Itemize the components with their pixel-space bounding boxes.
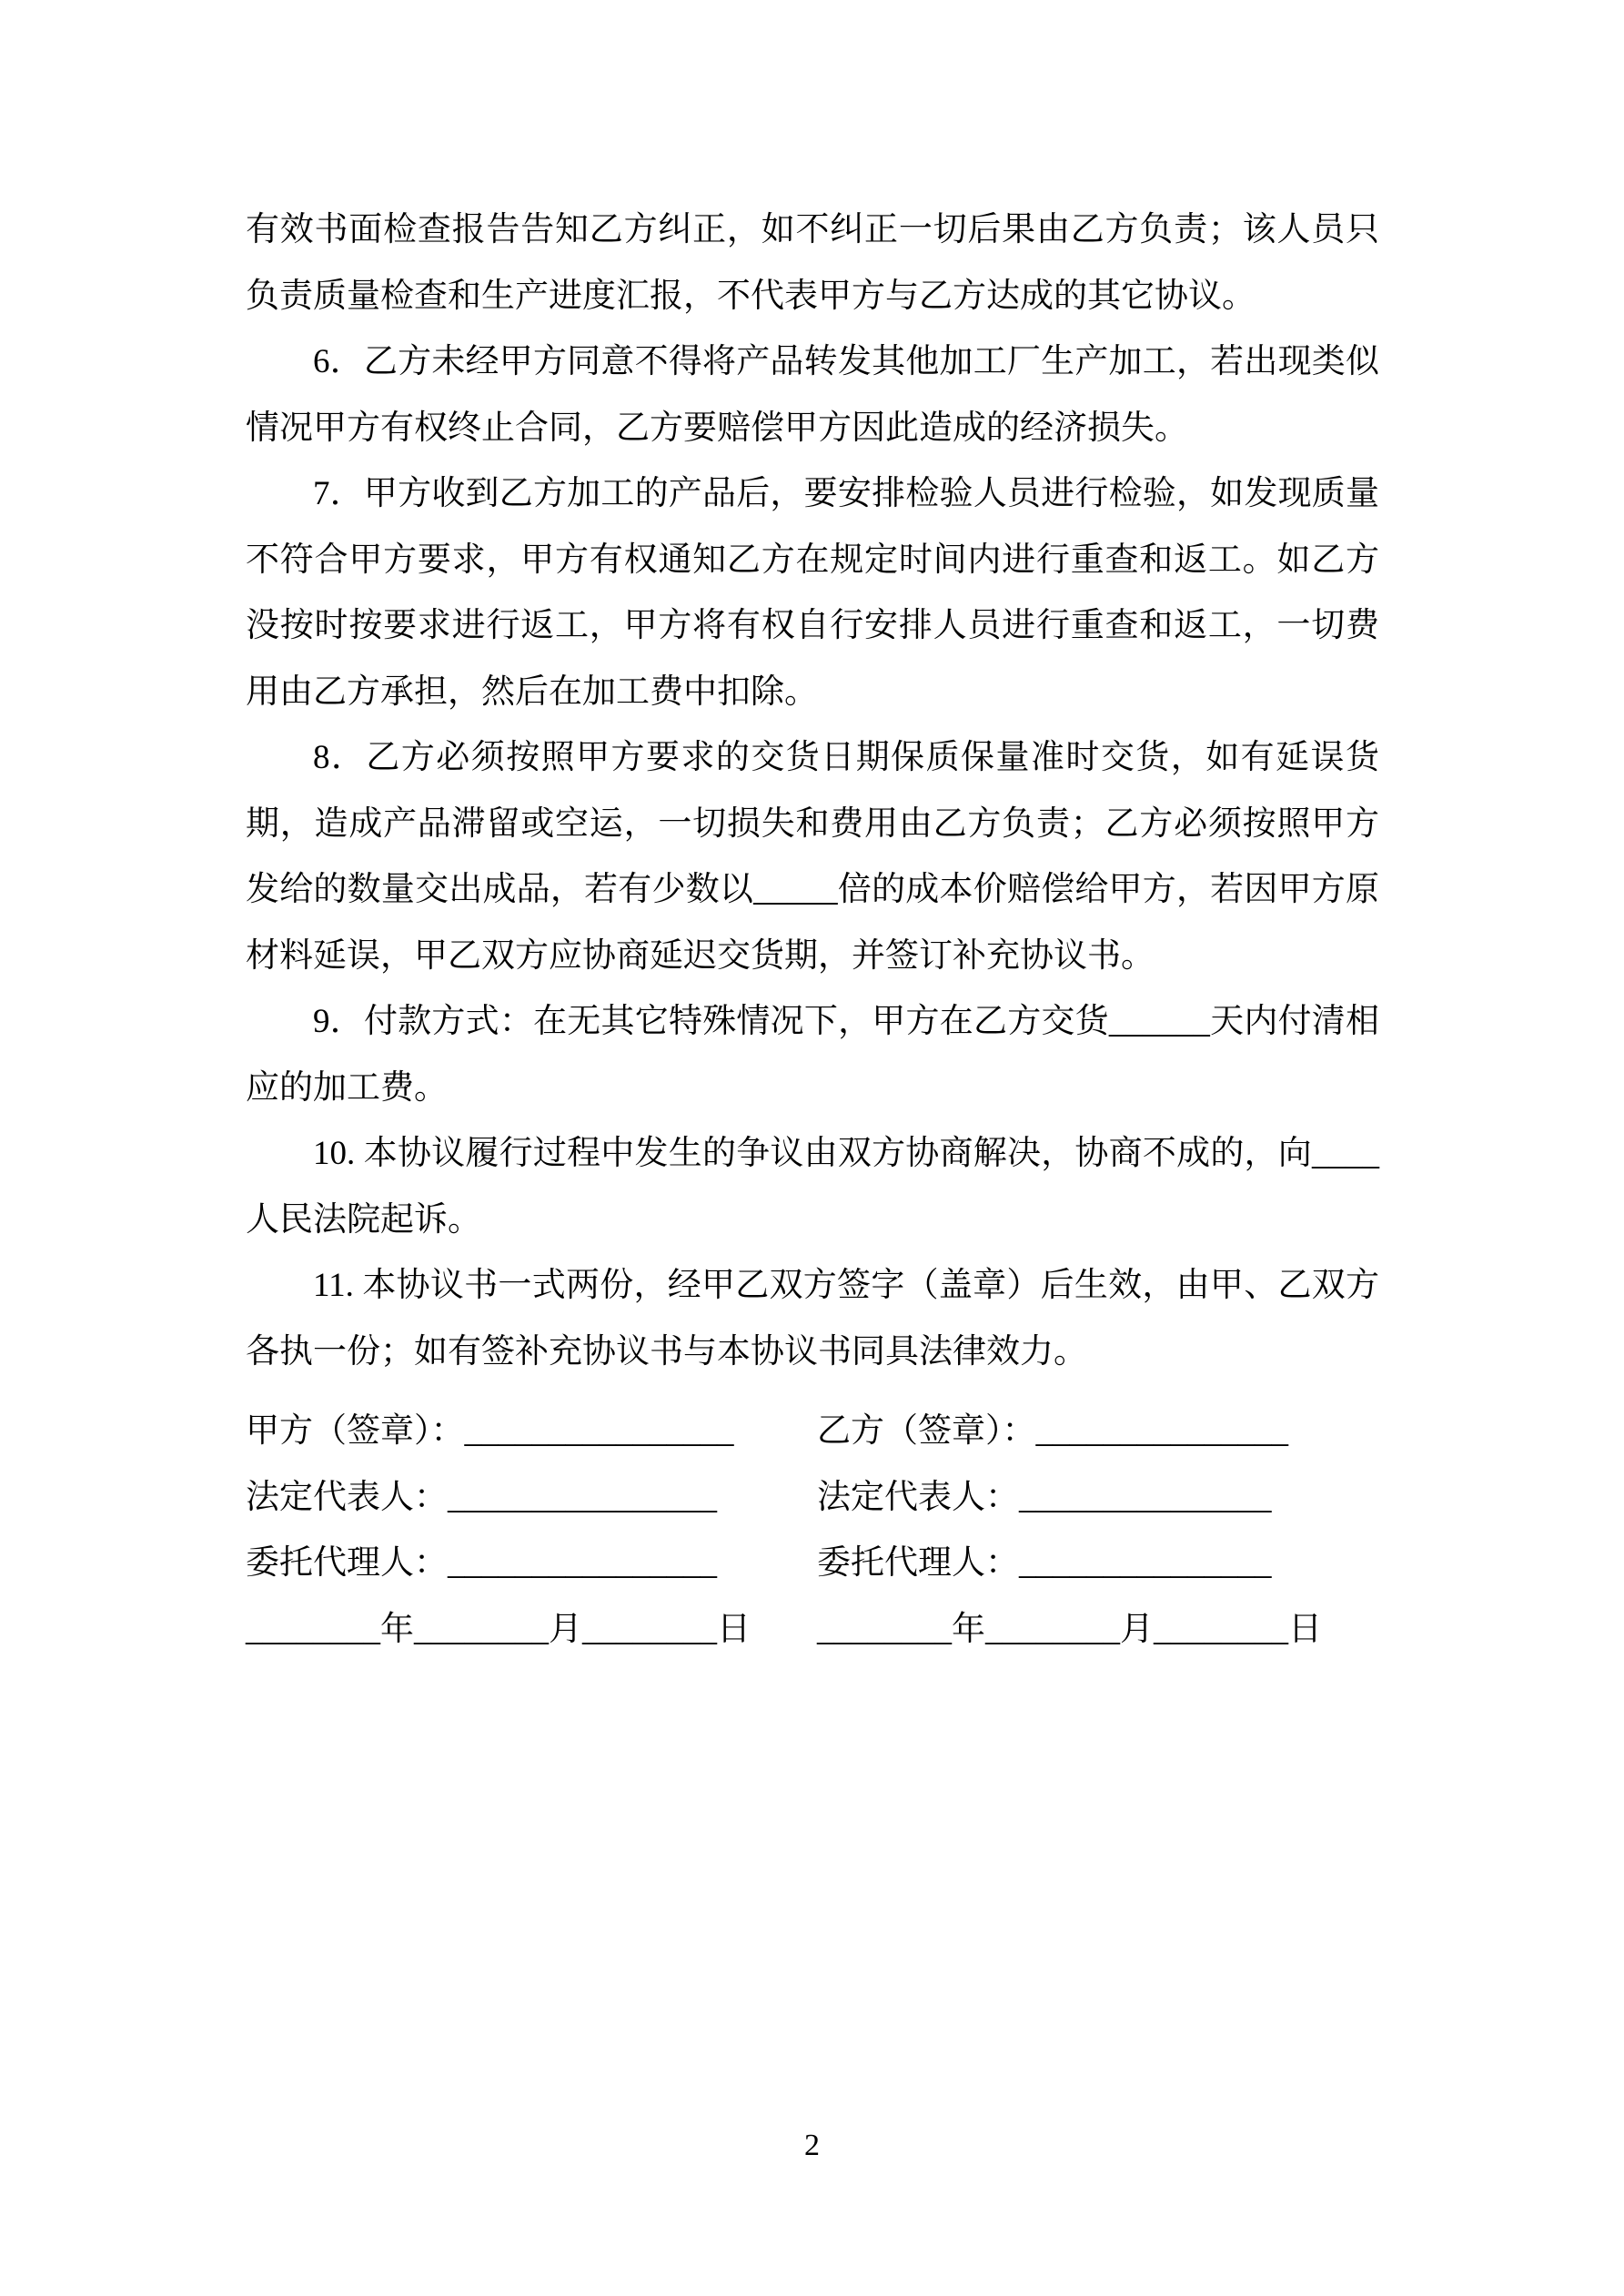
clause-6: 6．乙方未经甲方同意不得将产品转发其他加工厂生产加工，若出现类似情况甲方有权终止合同，乙方要赔偿甲方因此造成的经济损失。 bbox=[246, 343, 1379, 447]
party-a-agent-line: 委托代理人：________________ bbox=[246, 1544, 717, 1582]
signature-row-agent bbox=[246, 1531, 1379, 1597]
party-a-legal-rep-line: 法定代表人：________________ bbox=[246, 1478, 717, 1516]
contract-body bbox=[246, 197, 1379, 1663]
party-a-date-line: ________年________月________日 bbox=[246, 1610, 751, 1648]
signature-row-date bbox=[246, 1597, 1379, 1664]
party-b-legal-rep-line: 法定代表人：_______________ bbox=[817, 1478, 1272, 1516]
clause-continuation: 有效书面检查报告告知乙方纠正，如不纠正一切后果由乙方负责；该人员只负责质量检查和生产进度汇报，不代表甲方与乙方达成的其它协议。 bbox=[246, 211, 1379, 315]
party-b-date-line: ________年________月________日 bbox=[817, 1610, 1322, 1648]
signature-row-legal-rep bbox=[246, 1465, 1379, 1532]
signature-block bbox=[246, 1399, 1379, 1663]
party-a-seal-line: 甲方（签章）：________________ bbox=[246, 1412, 734, 1450]
clause-9: 9．付款方式：在无其它特殊情况下，甲方在乙方交货______天内付清相应的加工费。 bbox=[246, 1003, 1379, 1107]
signature-row-seal bbox=[246, 1399, 1379, 1465]
clause-8: 8．乙方必须按照甲方要求的交货日期保质保量准时交货，如有延误货期，造成产品滞留或空运，一切损失和费用由乙方负责；乙方必须按照甲方发给的数量交出成品，若有少数以_____倍的成本价赔偿给甲方，若因甲方原材料延误，甲乙双方应协商延迟交货期，并签订补充协议书。 bbox=[246, 739, 1379, 975]
clause-10: 10. 本协议履行过程中发生的争议由双方协商解决，协商不成的，向____人民法院起诉。 bbox=[246, 1135, 1379, 1239]
party-b-seal-line: 乙方（签章）：_______________ bbox=[817, 1412, 1288, 1450]
clause-7: 7．甲方收到乙方加工的产品后，要安排检验人员进行检验，如发现质量不符合甲方要求，甲方有权通知乙方在规定时间内进行重查和返工。如乙方没按时按要求进行返工，甲方将有权自行安排人员进行重查和返工，一切费用由乙方承担，然后在加工费中扣除。 bbox=[246, 475, 1379, 711]
clause-11: 11. 本协议书一式两份，经甲乙双方签字（盖章）后生效，由甲、乙双方各执一份；如有签补充协议书与本协议书同具法律效力。 bbox=[246, 1267, 1379, 1371]
party-b-agent-line: 委托代理人：_______________ bbox=[817, 1544, 1272, 1582]
page-number: 2 bbox=[804, 2129, 820, 2162]
